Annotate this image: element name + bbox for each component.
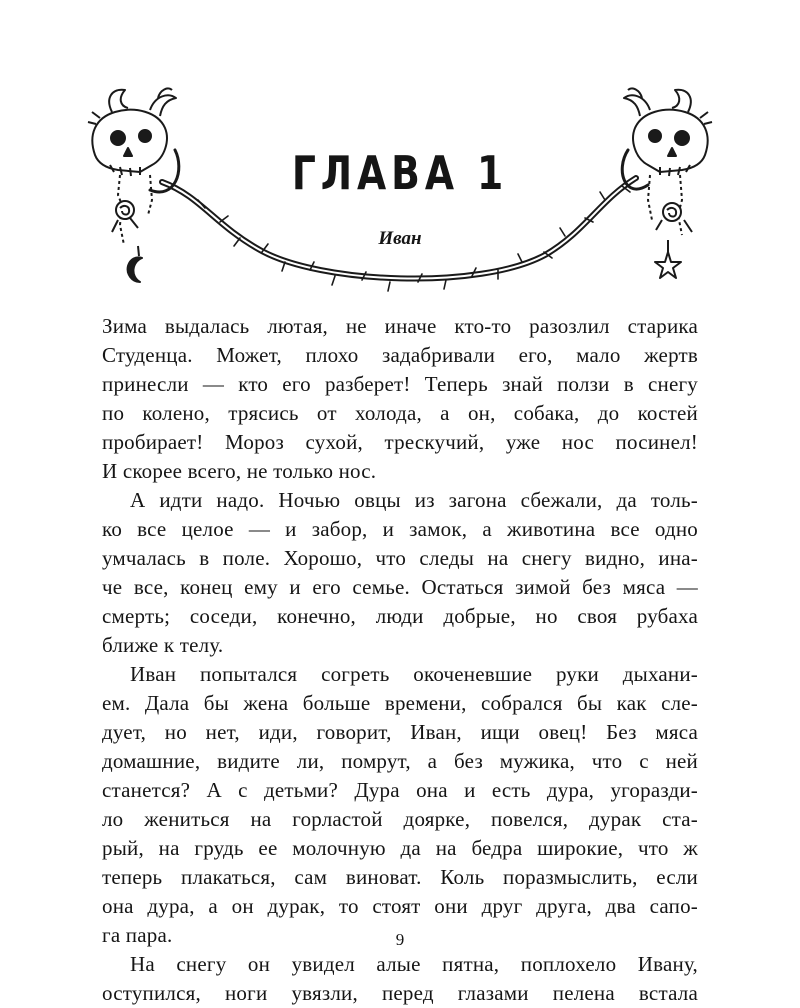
chapter-subtitle: Иван — [378, 228, 422, 249]
text-line: умчалась в поле. Хорошо, что следы на снегу видно, ина- — [102, 546, 698, 570]
text-line: смерть; соседи, конечно, люди добрые, но своя рубаха — [102, 604, 698, 628]
text-line: И скорее всего, не только нос. — [102, 459, 377, 483]
text-line: она дура, а он дурак, то стоят они друг друга, два сапо- — [102, 894, 698, 918]
crescent-icon — [128, 257, 142, 282]
text-line: ко все целое — и забор, и замок, а животина все одно — [102, 517, 698, 541]
text-line: ем. Дала бы жена больше времени, собрался бы как сле- — [102, 691, 698, 715]
text-line: дует, но нет, иди, говорит, Иван, ищи овец! Без мяса — [102, 720, 698, 744]
text-line: че все, конец ему и его семье. Остаться зимой без мяса — — [102, 575, 698, 599]
star-icon — [655, 252, 681, 278]
chapter-body-text — [102, 312, 698, 1008]
text-line: А идти надо. Ночью овцы из загона сбежали, да толь- — [130, 488, 698, 512]
text-line: Студенца. Может, плохо задабривали его, мало жертв — [102, 343, 698, 367]
chapter-title: ГЛАВА 1 — [291, 146, 509, 200]
text-line: га пара. — [102, 923, 173, 947]
chapter-header-ornament — [0, 0, 800, 300]
text-line: ло жениться на горластой доярке, повелся, дурак ста- — [102, 807, 698, 831]
text-line: ближе к телу. — [102, 633, 224, 657]
text-line: Иван попытался согреть окоченевшие руки дыхани- — [130, 662, 698, 686]
text-line: Зима выдалась лютая, не иначе кто-то разозлил старика — [102, 314, 698, 338]
text-line: по колено, трясись от холода, а он, собака, до костей — [102, 401, 698, 425]
text-line: пробирает! Мороз сухой, трескучий, уже нос посинел! — [102, 430, 698, 454]
text-line: принесли — кто его разберет! Теперь знай ползи в снегу — [102, 372, 698, 396]
text-line: На снегу он увидел алые пятна, поплохело Ивану, — [130, 952, 698, 976]
text-line: оступился, ноги увязли, перед глазами пелена встала — [102, 981, 698, 1005]
page-number: 9 — [395, 930, 405, 949]
text-line: рый, на грудь ее молочную да на бедра широкие, что ж — [102, 836, 698, 860]
text-line: теперь плакаться, сам виноват. Коль поразмыслить, если — [102, 865, 698, 889]
text-line: домашние, видите ли, помрут, а без мужика, что с ней — [102, 749, 698, 773]
text-line: станется? А с детьми? Дура она и есть дура, угоразди- — [102, 778, 698, 802]
